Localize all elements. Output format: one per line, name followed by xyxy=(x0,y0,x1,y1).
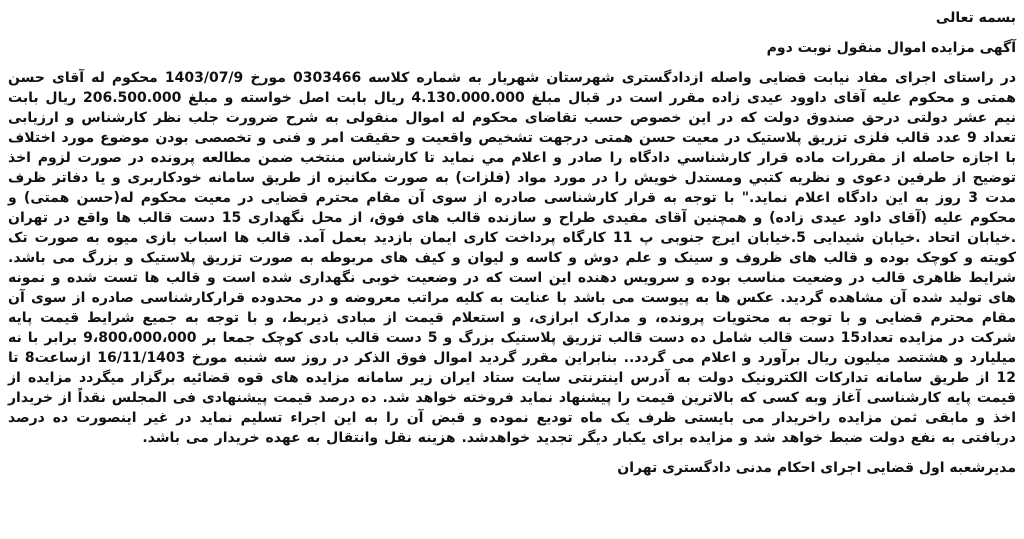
auction-notice-document xyxy=(8,6,1016,536)
notice-title: آگهی مزایده اموال منقول نوبت دوم xyxy=(766,40,1016,56)
notice-body-paragraph: در راستای اجرای مفاد نیابت قضایی واصله ازدادگستری شهرستان شهریار به شماره کلاسه 0303466 مورخ 1403/07/9 محکوم له آقای حسن همتی و محکوم علیه آقای داوود عیدی زاده مقرر است در قبال مبلغ 4.130.000.000 ریال بابت اصل خواسته و مبلغ 206.500.000 ریال بابت نیم عشر دولتی درحق صندوق دولت که در این خصوص حسب تقاضای محکوم له اموال منقولی به شرح ضرورت جلب نظر کارشناس و ارزیابی تعداد 9 عدد قالب فلزی تزریق پلاستیک در معیت حسن همتی درجهت تشخیص واقعیت و حقیقت امر و فنی و تخصصی بودن موضوع مورد اختلاف با اجازه حاصله از مقررات ماده قرار کارشناسي دادگاه را صادر و اعلام مي نمايد تا کارشناس منتخب ضمن مطالعه پرونده در صورت لزوم اخذ توضیح از طرفین دعوی و نظریه کتبي ومستدل خويش را در مورد مواد (فلزات) به صورت مکانیزه از طریق سامانه خودکاربری و یا دفاتر ظرف مدت 3 روز به این دادگاه اعلام نماید." با توجه به قرار کارشناسی صادره از سوی آن مقام محترم قضایی در معیت محکوم له(حسن همتی) و محکوم علیه (آقای داود عیدی زاده) و همچنین آقای مفیدی طراح و سازنده قالب های فوق، از محل نگهداری 15 دست قالب ها واقع در تهران .خیابان اتحاد .خیابان شیدایی 5.خیابان ایرج جنوبی پ 11 کارگاه پرداخت کاری ایمان بازدید بعمل آمد. قالب ها اسباب بازی میوه به صورت تک کویته و کوچک بوده و قالب های ظروف و سینک و علم دوش و کاسه و لیوان و کیف های مربوطه به صورت تزریق پلاستیک و بزرگ می باشد. شرایط ظاهری قالب در وضعیت مناسب بوده و سرویس دهنده این است که در وضعیت خوبی نگهداری شده است و قالب ها تست شده و نمونه های تولید شده آن مشاهده گردید. عکس ها به پیوست می باشد با عنایت به کلیه مراتب معروضه و در محدوده قرارکارشناسی صادره از سوی آن مقام محترم قضایی و با توجه به محتویات پرونده، و مدارک ابرازی، و استعلام قیمت از مبادی ذیربط، و با توجه به جمیع شرایط قیمت پایه شرکت در مزایده تعداد15 دست قالب شامل ده دست قالب تزریق پلاستیک بزرگ و 5 دست قالب بادی کوچک جمعا بر 9،800،000،000 برابر با نه میلیارد و هشتصد میلیون ریال برآورد و اعلام می گردد.. بنابراین مقرر گردید اموال فوق الذکر در روز سه شنبه مورخ 16/11/1403 ازساعت8 تا 12 از طریق سامانه تدارکات الکترونیک دولت به آدرس اینترنتی سایت ستاد ایران زیر سامانه مزایده های قوه قضائیه برگزار میگردد مزایده از قیمت پایه کارشناسی آغاز وبه کسی که بالاترین قیمت را پیشنهاد نماید فروخته خواهد شد. ده درصد قیمت پیشنهادی فی المجلس نقداً از خریدار اخذ و مابقی ثمن مزایده راخریدار می بایستی ظرف یک ماه تودیع نموده و قبض آن را به این اجراء تسلیم نماید در غیر اینصورت ده درصد دریافتی به نفع دولت ضبط خواهد شد و مزایده برای یکبار دیگر تجدید خواهدشد. هزینه نقل وانتقال به عهده خریدار می باشد. xyxy=(8,70,1017,446)
signature-line: مدیرشعبه اول قضایی اجرای احکام مدنی دادگستری تهران xyxy=(617,460,1016,476)
invocation-heading: بسمه تعالی xyxy=(935,10,1016,26)
